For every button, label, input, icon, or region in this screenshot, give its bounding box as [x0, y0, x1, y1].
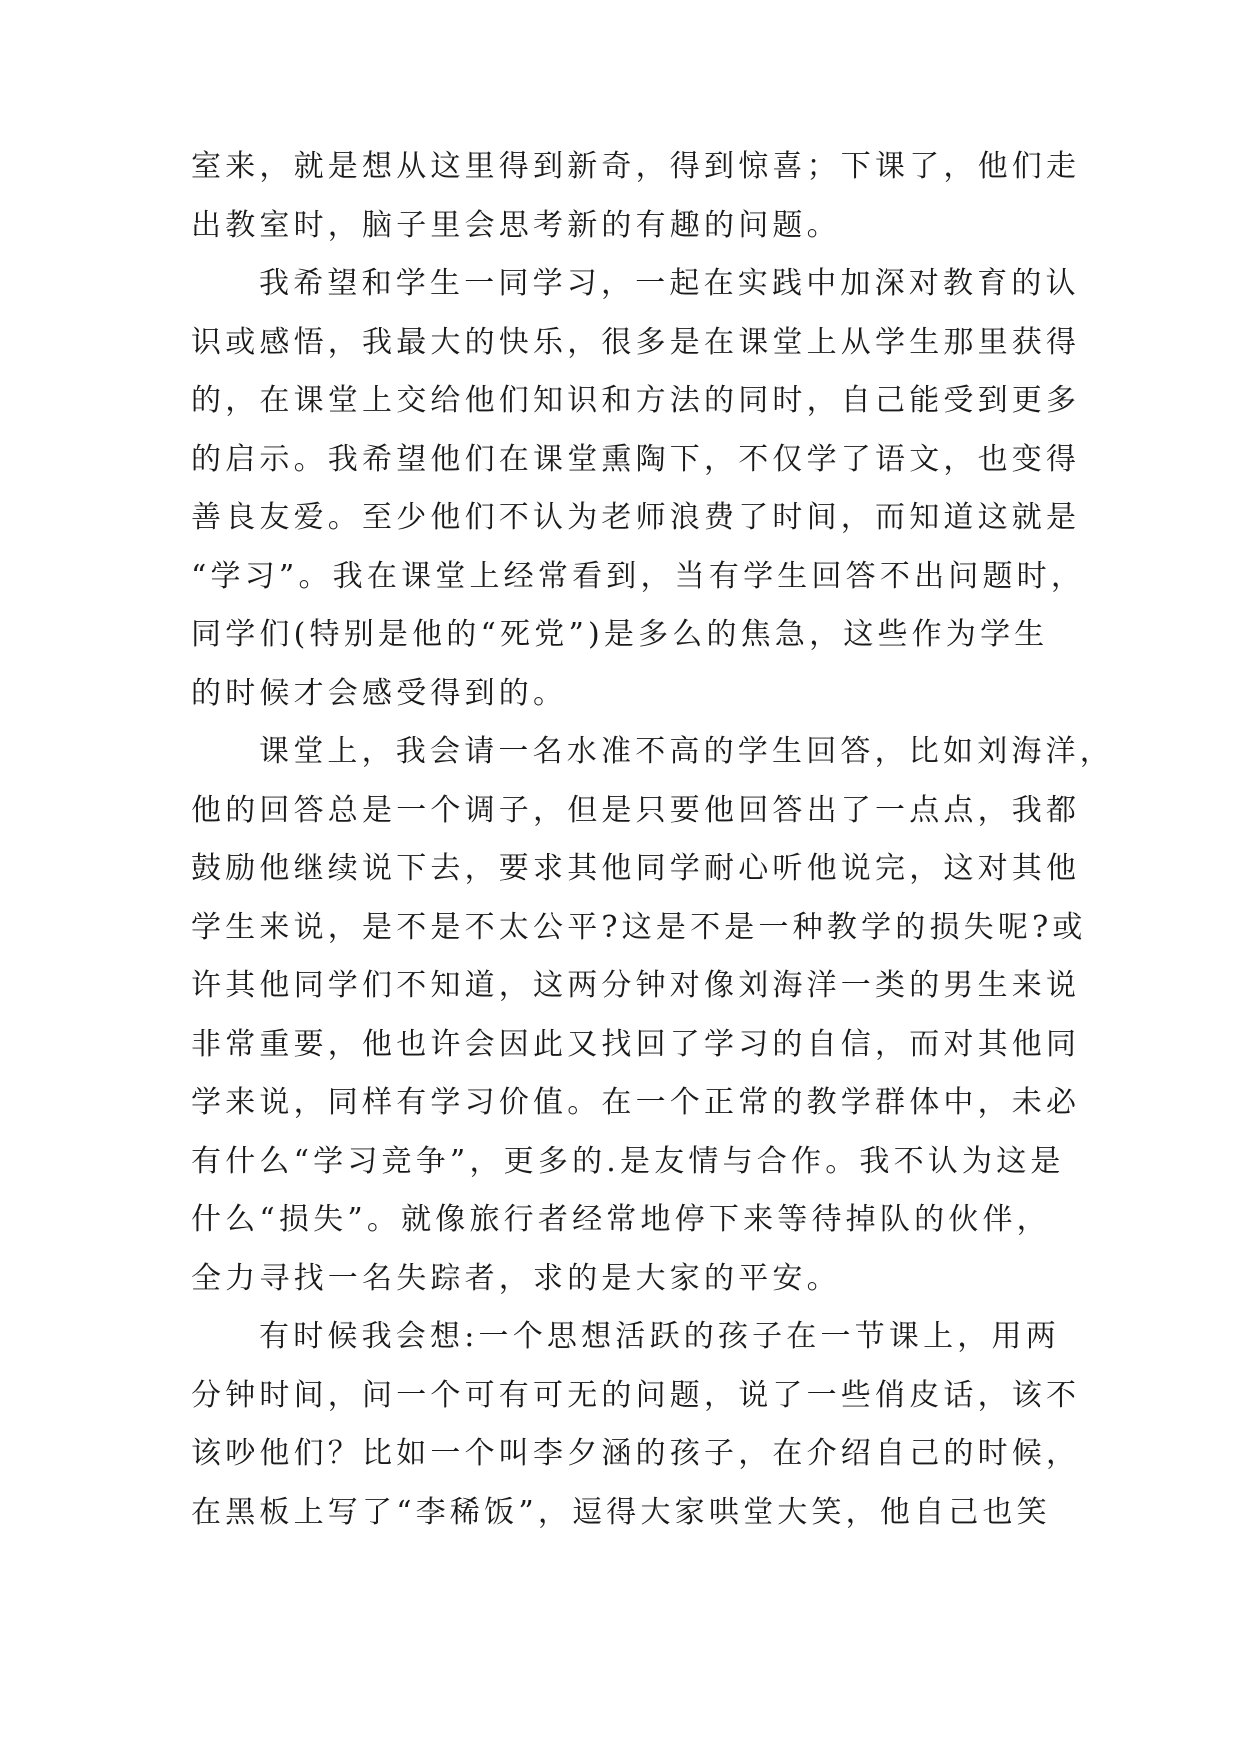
text-line-16: 非常重要，他也许会因此又找回了学习的自信，而对其他同	[191, 1026, 1081, 1062]
text-line-23: 该吵他们？比如一个叫李夕涵的孩子，在介绍自己的时候，	[191, 1436, 1081, 1471]
document-page	[191, 138, 1114, 1542]
text-line-22: 分钟时间，问一个可有可无的问题，说了一些俏皮话，该不	[191, 1377, 1081, 1413]
text-line-21: 有时候我会想:一个思想活跃的孩子在一节课上，用两	[259, 1319, 1060, 1354]
text-line-15: 许其他同学们不知道，这两分钟对像刘海洋一类的男生来说	[191, 968, 1081, 1003]
text-line-2: 出教室时，脑子里会思考新的有趣的问题。	[191, 207, 841, 243]
text-line-1: 室来，就是想从这里得到新奇，得到惊喜；下课了，他们走	[191, 149, 1081, 184]
text-line-8: “学习”。我在课堂上经常看到，当有学生回答不出问题时，	[191, 558, 1086, 594]
text-line-11: 课堂上，我会请一名水准不高的学生回答，比如刘海洋，	[259, 734, 1114, 769]
text-line-4: 识或感悟，我最大的快乐，很多是在课堂上从学生那里获得	[191, 324, 1081, 360]
text-line-9: 同学们(特别是他的“死党”)是多么的焦急，这些作为学生	[191, 617, 1049, 652]
text-line-14: 学生来说，是不是不太公平?这是不是一种教学的损失呢?或	[191, 909, 1087, 945]
text-line-10: 的时候才会感受得到的。	[191, 675, 568, 711]
text-line-18: 有什么“学习竞争”，更多的.是友情与合作。我不认为这是	[191, 1143, 1065, 1179]
text-line-13: 鼓励他继续说下去，要求其他同学耐心听他说完，这对其他	[191, 851, 1081, 886]
text-line-19: 什么“损失”。就像旅行者经常地停下来等待掉队的伙伴，	[191, 1202, 1051, 1237]
text-line-3: 我希望和学生一同学习，一起在实践中加深对教育的认	[259, 266, 1080, 301]
text-line-24: 在黑板上写了“李稀饭”，逗得大家哄堂大笑，他自己也笑	[191, 1494, 1051, 1530]
text-line-5: 的，在课堂上交给他们知识和方法的同时，自己能受到更多	[191, 383, 1081, 418]
text-line-20: 全力寻找一名失踪者，求的是大家的平安。	[191, 1260, 841, 1296]
text-line-7: 善良友爱。至少他们不认为老师浪费了时间，而知道这就是	[191, 500, 1081, 535]
text-line-6: 的启示。我希望他们在课堂熏陶下，不仅学了语文，也变得	[191, 441, 1081, 477]
text-line-12: 他的回答总是一个调子，但是只要他回答出了一点点，我都	[191, 792, 1081, 828]
text-line-17: 学来说，同样有学习价值。在一个正常的教学群体中，未必	[191, 1085, 1081, 1120]
